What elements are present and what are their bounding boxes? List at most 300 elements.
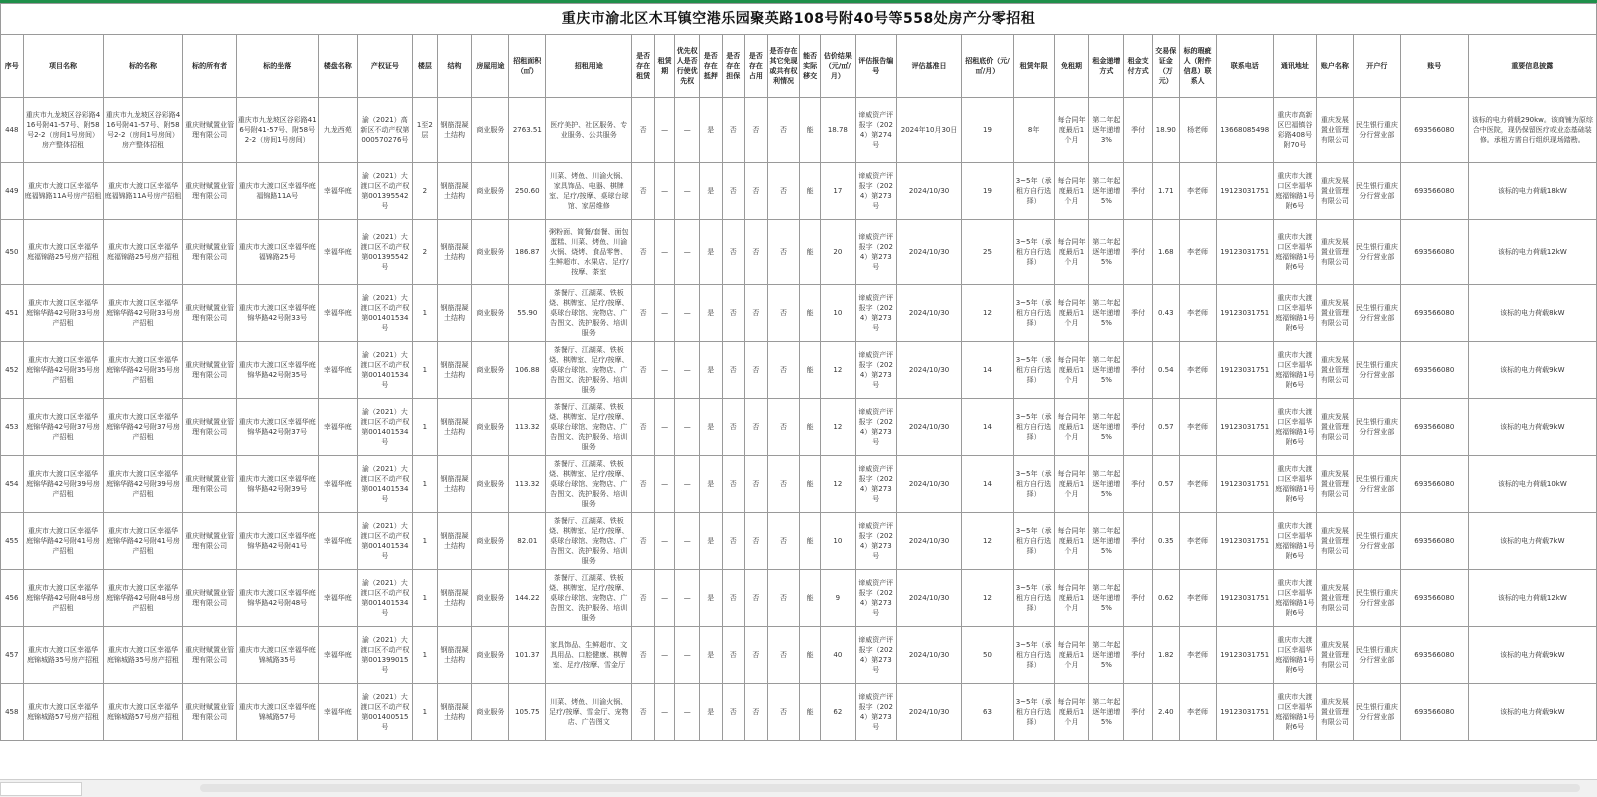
table-cell[interactable]: 第二年起逐年递增5% bbox=[1089, 570, 1124, 627]
table-cell[interactable]: 渝（2021）大渡口区不动产权第001401534号 bbox=[357, 570, 412, 627]
table-cell[interactable]: 重庆财赋置业管理有限公司 bbox=[183, 342, 236, 399]
table-cell[interactable]: 19123031751 bbox=[1216, 220, 1273, 285]
table-cell[interactable]: 重庆市大渡口区幸福华庭锦华路42号附35号房产招租 bbox=[23, 342, 103, 399]
table-cell[interactable]: 12 bbox=[820, 342, 855, 399]
table-cell[interactable]: 1.82 bbox=[1152, 627, 1179, 684]
table-cell[interactable]: 谛威资产评报字（2024）第273号 bbox=[855, 342, 896, 399]
table-cell[interactable]: 是 bbox=[699, 399, 722, 456]
table-cell[interactable]: 粥粉面、简餐/套餐、面包蛋糕、川菜、烤鱼、川渝火锅、烧烤、食品零售、生鲜超市、水果店、足疗/按摩、茶室 bbox=[546, 220, 632, 285]
table-cell[interactable]: 该标的电力荷载18kW bbox=[1468, 163, 1596, 220]
table-cell[interactable]: 谛威资产评报字（2024）第273号 bbox=[855, 513, 896, 570]
table-cell[interactable]: 商业服务 bbox=[472, 285, 509, 342]
table-cell[interactable]: 否 bbox=[767, 513, 800, 570]
table-cell[interactable]: 否 bbox=[722, 684, 745, 741]
table-cell[interactable]: 能 bbox=[800, 456, 821, 513]
table-cell[interactable]: 谛威资产评报字（2024）第273号 bbox=[855, 684, 896, 741]
table-cell[interactable]: — bbox=[654, 513, 675, 570]
table-cell[interactable]: 144.22 bbox=[509, 570, 546, 627]
table-cell[interactable]: 商业服务 bbox=[472, 342, 509, 399]
table-cell[interactable]: 2 bbox=[413, 220, 438, 285]
table-cell[interactable]: 106.88 bbox=[509, 342, 546, 399]
table-cell[interactable]: 每合同年度最后1个月 bbox=[1054, 456, 1089, 513]
table-cell[interactable]: 否 bbox=[767, 456, 800, 513]
column-header[interactable]: 楼层 bbox=[413, 35, 438, 98]
table-cell[interactable]: 能 bbox=[800, 627, 821, 684]
table-cell[interactable]: 否 bbox=[722, 220, 745, 285]
table-cell[interactable]: 否 bbox=[745, 220, 768, 285]
table-cell[interactable]: 19123031751 bbox=[1216, 342, 1273, 399]
table-cell[interactable]: 民生银行重庆分行营业部 bbox=[1353, 513, 1400, 570]
table-cell[interactable]: 该标的电力荷载10kW bbox=[1468, 456, 1596, 513]
table-cell[interactable]: 693566080 bbox=[1400, 456, 1468, 513]
table-cell[interactable]: 3~5年（承租方自行选择） bbox=[1013, 570, 1054, 627]
table-cell[interactable]: 否 bbox=[767, 399, 800, 456]
table-cell[interactable]: 重庆市九龙坡区谷彩路416号附41-57号、附58号2-2（房间1号房间） bbox=[236, 98, 318, 163]
table-cell[interactable]: 是 bbox=[699, 220, 722, 285]
table-cell[interactable]: 重庆市大渡口区幸福华庭福锦路1号附6号 bbox=[1273, 399, 1316, 456]
table-cell[interactable]: 重庆市大渡口区幸福华庭锦华路42号附35号 bbox=[236, 342, 318, 399]
table-cell[interactable]: — bbox=[675, 513, 700, 570]
table-cell[interactable]: 第二年起逐年递增5% bbox=[1089, 513, 1124, 570]
table-cell[interactable]: 2024/10/30 bbox=[896, 342, 962, 399]
table-cell[interactable]: — bbox=[675, 342, 700, 399]
table-cell[interactable]: 谛威资产评报字（2024）第273号 bbox=[855, 570, 896, 627]
table-cell[interactable]: 否 bbox=[632, 513, 655, 570]
table-cell[interactable]: 453 bbox=[1, 399, 24, 456]
table-cell[interactable]: 该标的电力荷载9kW bbox=[1468, 399, 1596, 456]
table-cell[interactable]: 谛威资产评报字（2024）第273号 bbox=[855, 456, 896, 513]
table-cell[interactable]: 451 bbox=[1, 285, 24, 342]
table-cell[interactable]: 是 bbox=[699, 456, 722, 513]
table-cell[interactable]: 李老师 bbox=[1179, 342, 1216, 399]
table-cell[interactable]: 重庆财赋置业管理有限公司 bbox=[183, 163, 236, 220]
table-cell[interactable]: 渝（2021）大渡口区不动产权第001401534号 bbox=[357, 399, 412, 456]
column-header[interactable]: 项目名称 bbox=[23, 35, 103, 98]
table-cell[interactable]: 重庆发展置业管理有限公司 bbox=[1316, 98, 1353, 163]
table-cell[interactable]: 重庆市大渡口区幸福华庭锦华路42号附41号 bbox=[236, 513, 318, 570]
table-cell[interactable]: 重庆发展置业管理有限公司 bbox=[1316, 627, 1353, 684]
table-cell[interactable]: 第二年起逐年递增5% bbox=[1089, 342, 1124, 399]
table-cell[interactable]: 幸福华庭 bbox=[318, 163, 357, 220]
table-cell[interactable]: 18.78 bbox=[820, 98, 855, 163]
table-cell[interactable]: 重庆市大渡口区幸福华庭锦城路57号 bbox=[236, 684, 318, 741]
table-cell[interactable]: 钢筋混凝土结构 bbox=[437, 513, 472, 570]
table-cell[interactable]: 能 bbox=[800, 220, 821, 285]
table-cell[interactable]: 3~5年（承租方自行选择） bbox=[1013, 163, 1054, 220]
table-cell[interactable]: 幸福华庭 bbox=[318, 513, 357, 570]
table-cell[interactable]: 40 bbox=[820, 627, 855, 684]
column-header[interactable]: 招租底价（元/㎡/月） bbox=[962, 35, 1013, 98]
table-cell[interactable]: 否 bbox=[722, 627, 745, 684]
table-cell[interactable]: 1.71 bbox=[1152, 163, 1179, 220]
table-cell[interactable]: 重庆市大渡口区幸福华庭锦华路42号附37号房产招租 bbox=[23, 399, 103, 456]
table-cell[interactable]: 2024/10/30 bbox=[896, 163, 962, 220]
table-cell[interactable]: 李老师 bbox=[1179, 627, 1216, 684]
table-cell[interactable]: 186.87 bbox=[509, 220, 546, 285]
table-cell[interactable]: 1.68 bbox=[1152, 220, 1179, 285]
table-cell[interactable]: 否 bbox=[745, 342, 768, 399]
table-cell[interactable]: 否 bbox=[745, 399, 768, 456]
table-cell[interactable]: 重庆市九龙坡区谷彩路416号附41-57号、附58号2-2（房间1号房间）房产整体招租 bbox=[103, 98, 183, 163]
column-header[interactable]: 房屋用途 bbox=[472, 35, 509, 98]
column-header[interactable]: 交易保证金（万元） bbox=[1152, 35, 1179, 98]
table-cell[interactable]: 李老师 bbox=[1179, 285, 1216, 342]
table-cell[interactable]: 693566080 bbox=[1400, 399, 1468, 456]
table-cell[interactable]: — bbox=[654, 627, 675, 684]
table-cell[interactable]: 每合同年度最后1个月 bbox=[1054, 684, 1089, 741]
table-cell[interactable]: 否 bbox=[632, 98, 655, 163]
table-cell[interactable]: 渝（2021）大渡口区不动产权第001401534号 bbox=[357, 456, 412, 513]
table-cell[interactable]: 重庆财赋置业管理有限公司 bbox=[183, 285, 236, 342]
table-cell[interactable]: 重庆市大渡口区幸福华庭福锦路1号附6号 bbox=[1273, 570, 1316, 627]
table-cell[interactable]: 否 bbox=[632, 285, 655, 342]
column-header[interactable]: 联系电话 bbox=[1216, 35, 1273, 98]
table-cell[interactable]: 否 bbox=[745, 627, 768, 684]
table-cell[interactable]: 否 bbox=[745, 684, 768, 741]
table-cell[interactable]: 商业服务 bbox=[472, 163, 509, 220]
column-header[interactable]: 租金支付方式 bbox=[1124, 35, 1153, 98]
column-header[interactable]: 标的坐落 bbox=[236, 35, 318, 98]
column-header[interactable]: 楼盘名称 bbox=[318, 35, 357, 98]
table-cell[interactable]: 是 bbox=[699, 627, 722, 684]
table-cell[interactable]: 重庆财赋置业管理有限公司 bbox=[183, 684, 236, 741]
table-cell[interactable]: 能 bbox=[800, 98, 821, 163]
table-cell[interactable]: 19 bbox=[962, 163, 1013, 220]
table-cell[interactable]: 钢筋混凝土结构 bbox=[437, 456, 472, 513]
table-cell[interactable]: 重庆市九龙坡区谷彩路416号附41-57号、附58号2-2（房间1号房间）房产整体招租 bbox=[23, 98, 103, 163]
table-cell[interactable]: — bbox=[675, 627, 700, 684]
table-cell[interactable]: 是 bbox=[699, 684, 722, 741]
column-header[interactable]: 产权证号 bbox=[357, 35, 412, 98]
column-header[interactable]: 招租面积（㎡） bbox=[509, 35, 546, 98]
table-cell[interactable]: 幸福华庭 bbox=[318, 399, 357, 456]
table-cell[interactable]: 重庆市大渡口区幸福华庭锦城路57号房产招租 bbox=[23, 684, 103, 741]
table-cell[interactable]: 季付 bbox=[1124, 220, 1153, 285]
table-cell[interactable]: 茶餐厅、江湖菜、铁板烧、棋牌室、足疗/按摩、桌球台球馆、宠物店、广告图文、洗护服务、培训服务 bbox=[546, 399, 632, 456]
table-cell[interactable]: 否 bbox=[632, 570, 655, 627]
column-header[interactable]: 评估报告编号 bbox=[855, 35, 896, 98]
column-header[interactable]: 账号 bbox=[1400, 35, 1468, 98]
table-cell[interactable]: 第二年起逐年递增5% bbox=[1089, 627, 1124, 684]
table-cell[interactable]: 李老师 bbox=[1179, 684, 1216, 741]
table-cell[interactable]: 10 bbox=[820, 513, 855, 570]
table-cell[interactable]: 113.32 bbox=[509, 456, 546, 513]
table-cell[interactable]: 每合同年度最后1个月 bbox=[1054, 342, 1089, 399]
table-cell[interactable]: 19 bbox=[962, 98, 1013, 163]
table-cell[interactable]: 1 bbox=[413, 456, 438, 513]
table-cell[interactable]: 1 bbox=[413, 342, 438, 399]
table-cell[interactable]: 民生银行重庆分行营业部 bbox=[1353, 456, 1400, 513]
table-cell[interactable]: 否 bbox=[632, 399, 655, 456]
table-cell[interactable]: 否 bbox=[767, 570, 800, 627]
table-cell[interactable]: 茶餐厅、江湖菜、铁板烧、棋牌室、足疗/按摩、桌球台球馆、宠物店、广告图文、洗护服务、培训服务 bbox=[546, 570, 632, 627]
table-cell[interactable]: 渝（2021）大渡口区不动产权第001395542号 bbox=[357, 163, 412, 220]
table-cell[interactable]: 杨老师 bbox=[1179, 98, 1216, 163]
table-cell[interactable]: 谛威资产评报字（2024）第273号 bbox=[855, 163, 896, 220]
table-cell[interactable]: — bbox=[675, 220, 700, 285]
table-cell[interactable]: 重庆发展置业管理有限公司 bbox=[1316, 163, 1353, 220]
table-cell[interactable]: 钢筋混凝土结构 bbox=[437, 684, 472, 741]
table-cell[interactable]: 否 bbox=[722, 399, 745, 456]
table-cell[interactable]: 693566080 bbox=[1400, 342, 1468, 399]
table-cell[interactable]: 谛威资产评报字（2024）第273号 bbox=[855, 399, 896, 456]
table-cell[interactable]: 693566080 bbox=[1400, 513, 1468, 570]
table-cell[interactable]: 否 bbox=[722, 456, 745, 513]
table-cell[interactable]: 渝（2021）大渡口区不动产权第001395542号 bbox=[357, 220, 412, 285]
table-cell[interactable]: 李老师 bbox=[1179, 456, 1216, 513]
table-cell[interactable]: 渝（2021）大渡口区不动产权第001401534号 bbox=[357, 342, 412, 399]
table-cell[interactable]: 季付 bbox=[1124, 285, 1153, 342]
table-cell[interactable]: 民生银行重庆分行营业部 bbox=[1353, 342, 1400, 399]
table-cell[interactable]: 3~5年（承租方自行选择） bbox=[1013, 684, 1054, 741]
table-cell[interactable]: 重庆市大渡口区幸福华庭锦华路42号附37号 bbox=[236, 399, 318, 456]
table-cell[interactable]: 重庆市大渡口区幸福华庭福锦路1号附6号 bbox=[1273, 285, 1316, 342]
table-cell[interactable]: 否 bbox=[745, 163, 768, 220]
table-cell[interactable]: 茶餐厅、江湖菜、铁板烧、棋牌室、足疗/按摩、桌球台球馆、宠物店、广告图文、洗护服务、培训服务 bbox=[546, 285, 632, 342]
table-cell[interactable]: 该标的电力荷载12kW bbox=[1468, 220, 1596, 285]
table-cell[interactable]: 重庆财赋置业管理有限公司 bbox=[183, 399, 236, 456]
table-cell[interactable]: 重庆市大渡口区幸福华庭锦华路42号附39号房产招租 bbox=[23, 456, 103, 513]
table-cell[interactable]: 1 bbox=[413, 513, 438, 570]
table-cell[interactable]: 是 bbox=[699, 513, 722, 570]
table-cell[interactable]: 8年 bbox=[1013, 98, 1054, 163]
table-cell[interactable]: 能 bbox=[800, 684, 821, 741]
table-cell[interactable]: 商业服务 bbox=[472, 513, 509, 570]
column-header[interactable]: 是否存在担保 bbox=[722, 35, 745, 98]
table-cell[interactable]: 否 bbox=[632, 456, 655, 513]
table-cell[interactable]: 渝（2021）高新区不动产权第000570276号 bbox=[357, 98, 412, 163]
table-cell[interactable]: 否 bbox=[722, 513, 745, 570]
table-cell[interactable]: — bbox=[654, 570, 675, 627]
column-header[interactable]: 序号 bbox=[1, 35, 24, 98]
table-cell[interactable]: 重庆发展置业管理有限公司 bbox=[1316, 399, 1353, 456]
table-cell[interactable]: 幸福华庭 bbox=[318, 684, 357, 741]
table-cell[interactable]: 14 bbox=[962, 342, 1013, 399]
table-cell[interactable]: 每合同年度最后1个月 bbox=[1054, 98, 1089, 163]
table-cell[interactable]: 19123031751 bbox=[1216, 570, 1273, 627]
table-cell[interactable]: 重庆市大渡口区幸福华庭锦城路35号房产招租 bbox=[23, 627, 103, 684]
table-cell[interactable]: 12 bbox=[962, 285, 1013, 342]
table-cell[interactable]: 重庆市大渡口区幸福华庭锦华路42号附48号房产招租 bbox=[103, 570, 183, 627]
table-cell[interactable]: 重庆市大渡口区幸福华庭福锦路1号附6号 bbox=[1273, 456, 1316, 513]
table-cell[interactable]: 钢筋混凝土结构 bbox=[437, 342, 472, 399]
table-cell[interactable]: 2.40 bbox=[1152, 684, 1179, 741]
table-cell[interactable]: 2024/10/30 bbox=[896, 570, 962, 627]
table-cell[interactable]: 重庆市大渡口区幸福华庭锦华路42号附35号房产招租 bbox=[103, 342, 183, 399]
table-cell[interactable]: 重庆市大渡口区幸福华庭锦华路42号附41号房产招租 bbox=[23, 513, 103, 570]
table-cell[interactable]: 693566080 bbox=[1400, 285, 1468, 342]
table-cell[interactable]: 谛威资产评报字（2024）第273号 bbox=[855, 220, 896, 285]
table-cell[interactable]: 茶餐厅、江湖菜、铁板烧、棋牌室、足疗/按摩、桌球台球馆、宠物店、广告图文、洗护服务、培训服务 bbox=[546, 456, 632, 513]
table-cell[interactable]: 川菜、烤鱼、川渝火锅、家具饰品、电器、棋牌室、足疗/按摩、桌球台球馆、家居维修 bbox=[546, 163, 632, 220]
table-cell[interactable]: 第二年起逐年递增5% bbox=[1089, 456, 1124, 513]
column-header[interactable]: 评估基准日 bbox=[896, 35, 962, 98]
table-cell[interactable]: 重庆市大渡口区幸福华庭锦华路42号附33号房产招租 bbox=[103, 285, 183, 342]
table-cell[interactable]: — bbox=[675, 570, 700, 627]
table-cell[interactable]: 商业服务 bbox=[472, 684, 509, 741]
table-cell[interactable]: 否 bbox=[767, 163, 800, 220]
table-cell[interactable]: 1 bbox=[413, 684, 438, 741]
column-header[interactable]: 优先权人是否行使优先权 bbox=[675, 35, 700, 98]
table-cell[interactable]: 20 bbox=[820, 220, 855, 285]
table-cell[interactable]: 50 bbox=[962, 627, 1013, 684]
table-cell[interactable]: 456 bbox=[1, 570, 24, 627]
table-cell[interactable]: 3~5年（承租方自行选择） bbox=[1013, 399, 1054, 456]
table-cell[interactable]: 医疗美护、社区服务、专业服务、公共服务 bbox=[546, 98, 632, 163]
table-cell[interactable]: 渝（2021）大渡口区不动产权第001400515号 bbox=[357, 684, 412, 741]
table-cell[interactable]: 渝（2021）大渡口区不动产权第001399015号 bbox=[357, 627, 412, 684]
table-cell[interactable]: 重庆发展置业管理有限公司 bbox=[1316, 285, 1353, 342]
column-header[interactable]: 是否存在租赁 bbox=[632, 35, 655, 98]
table-cell[interactable]: — bbox=[675, 456, 700, 513]
column-header[interactable]: 是否存在抵押 bbox=[699, 35, 722, 98]
table-cell[interactable]: 商业服务 bbox=[472, 98, 509, 163]
table-cell[interactable]: 是 bbox=[699, 98, 722, 163]
table-cell[interactable]: 重庆市大渡口区幸福华庭福锦路11A号房产招租 bbox=[103, 163, 183, 220]
table-cell[interactable]: 否 bbox=[722, 285, 745, 342]
table-cell[interactable]: 1 bbox=[413, 627, 438, 684]
table-cell[interactable]: 重庆市大渡口区幸福华庭锦华路42号附39号 bbox=[236, 456, 318, 513]
table-cell[interactable]: 否 bbox=[722, 98, 745, 163]
table-cell[interactable]: 钢筋混凝土结构 bbox=[437, 285, 472, 342]
table-cell[interactable]: 第二年起逐年递增3% bbox=[1089, 98, 1124, 163]
table-cell[interactable]: 重庆财赋置业管理有限公司 bbox=[183, 627, 236, 684]
table-cell[interactable]: 0.54 bbox=[1152, 342, 1179, 399]
table-cell[interactable]: 季付 bbox=[1124, 98, 1153, 163]
table-cell[interactable]: 重庆市大渡口区幸福华庭锦华路42号附48号房产招租 bbox=[23, 570, 103, 627]
column-header[interactable]: 重要信息披露 bbox=[1468, 35, 1596, 98]
table-cell[interactable]: 每合同年度最后1个月 bbox=[1054, 627, 1089, 684]
table-cell[interactable]: 重庆发展置业管理有限公司 bbox=[1316, 513, 1353, 570]
table-cell[interactable]: — bbox=[675, 285, 700, 342]
column-header[interactable]: 租赁期 bbox=[654, 35, 675, 98]
table-cell[interactable]: — bbox=[675, 684, 700, 741]
table-cell[interactable]: 0.43 bbox=[1152, 285, 1179, 342]
table-cell[interactable]: — bbox=[654, 220, 675, 285]
table-cell[interactable]: 否 bbox=[767, 98, 800, 163]
table-cell[interactable]: 否 bbox=[745, 98, 768, 163]
table-cell[interactable]: 2024年10月30日 bbox=[896, 98, 962, 163]
table-cell[interactable]: 101.37 bbox=[509, 627, 546, 684]
table-cell[interactable]: 2024/10/30 bbox=[896, 627, 962, 684]
table-cell[interactable]: 民生银行重庆分行营业部 bbox=[1353, 627, 1400, 684]
table-cell[interactable]: 0.57 bbox=[1152, 399, 1179, 456]
table-cell[interactable]: 457 bbox=[1, 627, 24, 684]
table-cell[interactable]: 季付 bbox=[1124, 342, 1153, 399]
table-cell[interactable]: 重庆市大渡口区幸福华庭锦华路42号附37号房产招租 bbox=[103, 399, 183, 456]
table-cell[interactable]: — bbox=[654, 684, 675, 741]
table-cell[interactable]: 19123031751 bbox=[1216, 627, 1273, 684]
table-cell[interactable]: 0.35 bbox=[1152, 513, 1179, 570]
table-cell[interactable]: 25 bbox=[962, 220, 1013, 285]
table-cell[interactable]: 12 bbox=[962, 570, 1013, 627]
table-cell[interactable]: 第二年起逐年递增5% bbox=[1089, 684, 1124, 741]
table-cell[interactable]: 钢筋混凝土结构 bbox=[437, 163, 472, 220]
table-cell[interactable]: 重庆市大渡口区幸福华庭锦城路35号 bbox=[236, 627, 318, 684]
column-header[interactable]: 租金递增方式 bbox=[1089, 35, 1124, 98]
table-cell[interactable]: 2024/10/30 bbox=[896, 285, 962, 342]
table-cell[interactable]: 季付 bbox=[1124, 399, 1153, 456]
table-cell[interactable]: 能 bbox=[800, 570, 821, 627]
table-cell[interactable]: 重庆市大渡口区幸福华庭福锦路25号 bbox=[236, 220, 318, 285]
table-cell[interactable]: 10 bbox=[820, 285, 855, 342]
table-cell[interactable]: 季付 bbox=[1124, 513, 1153, 570]
table-cell[interactable]: — bbox=[654, 98, 675, 163]
table-cell[interactable]: 重庆市大渡口区幸福华庭锦华路42号附39号房产招租 bbox=[103, 456, 183, 513]
table-cell[interactable]: 能 bbox=[800, 342, 821, 399]
table-cell[interactable]: 2024/10/30 bbox=[896, 684, 962, 741]
table-cell[interactable]: — bbox=[675, 98, 700, 163]
table-cell[interactable]: 重庆财赋置业管理有限公司 bbox=[183, 220, 236, 285]
table-cell[interactable]: 重庆市大渡口区幸福华庭福锦路1号附6号 bbox=[1273, 342, 1316, 399]
table-cell[interactable]: 3~5年（承租方自行选择） bbox=[1013, 285, 1054, 342]
table-cell[interactable]: 商业服务 bbox=[472, 627, 509, 684]
table-cell[interactable]: 1 bbox=[413, 285, 438, 342]
table-cell[interactable]: 茶餐厅、江湖菜、铁板烧、棋牌室、足疗/按摩、桌球台球馆、宠物店、广告图文、洗护服务、培训服务 bbox=[546, 513, 632, 570]
table-cell[interactable]: 否 bbox=[745, 570, 768, 627]
table-cell[interactable]: 重庆财赋置业管理有限公司 bbox=[183, 570, 236, 627]
table-cell[interactable]: 重庆市大渡口区幸福华庭福锦路1号附6号 bbox=[1273, 220, 1316, 285]
table-cell[interactable]: 0.57 bbox=[1152, 456, 1179, 513]
table-cell[interactable]: 448 bbox=[1, 98, 24, 163]
table-cell[interactable]: 否 bbox=[745, 456, 768, 513]
table-cell[interactable]: 该标的电力荷载12kW bbox=[1468, 570, 1596, 627]
table-cell[interactable]: 第二年起逐年递增5% bbox=[1089, 399, 1124, 456]
table-cell[interactable]: 九龙西苑 bbox=[318, 98, 357, 163]
table-cell[interactable]: 该标的电力荷载9kW bbox=[1468, 684, 1596, 741]
table-cell[interactable]: 693566080 bbox=[1400, 570, 1468, 627]
table-cell[interactable]: 重庆市高新区巴福镇谷彩路408号附70号 bbox=[1273, 98, 1316, 163]
table-cell[interactable]: 2024/10/30 bbox=[896, 399, 962, 456]
table-cell[interactable]: 第二年起逐年递增5% bbox=[1089, 163, 1124, 220]
table-cell[interactable]: 454 bbox=[1, 456, 24, 513]
table-cell[interactable]: 重庆市大渡口区幸福华庭福锦路25号房产招租 bbox=[23, 220, 103, 285]
table-cell[interactable]: 川菜、烤鱼、川渝火锅、足疗/按摩、雪金厅、宠物店、广告图文 bbox=[546, 684, 632, 741]
table-cell[interactable]: 民生银行重庆分行营业部 bbox=[1353, 98, 1400, 163]
table-cell[interactable]: 3~5年（承租方自行选择） bbox=[1013, 342, 1054, 399]
table-cell[interactable]: 渝（2021）大渡口区不动产权第001401534号 bbox=[357, 285, 412, 342]
table-cell[interactable]: 第二年起逐年递增5% bbox=[1089, 285, 1124, 342]
table-cell[interactable]: 否 bbox=[767, 285, 800, 342]
column-header[interactable]: 标的所有者 bbox=[183, 35, 236, 98]
table-cell[interactable]: 季付 bbox=[1124, 627, 1153, 684]
table-cell[interactable]: 李老师 bbox=[1179, 163, 1216, 220]
table-cell[interactable]: 3~5年（承租方自行选择） bbox=[1013, 456, 1054, 513]
table-cell[interactable]: 幸福华庭 bbox=[318, 627, 357, 684]
table-cell[interactable]: 105.75 bbox=[509, 684, 546, 741]
table-cell[interactable]: 每合同年度最后1个月 bbox=[1054, 570, 1089, 627]
table-cell[interactable]: 2 bbox=[413, 163, 438, 220]
table-cell[interactable]: 693566080 bbox=[1400, 163, 1468, 220]
table-cell[interactable]: 钢筋混凝土结构 bbox=[437, 570, 472, 627]
table-cell[interactable]: 季付 bbox=[1124, 684, 1153, 741]
table-cell[interactable]: 否 bbox=[745, 513, 768, 570]
table-cell[interactable]: 否 bbox=[722, 163, 745, 220]
table-cell[interactable]: 能 bbox=[800, 163, 821, 220]
table-cell[interactable]: 重庆财赋置业管理有限公司 bbox=[183, 98, 236, 163]
sheet-title[interactable]: 重庆市渝北区木耳镇空港乐园聚英路108号附40号等558处房产分零招租 bbox=[1, 4, 1597, 35]
column-header[interactable]: 能否实际移交 bbox=[800, 35, 821, 98]
table-cell[interactable]: 重庆市大渡口区幸福华庭福锦路1号附6号 bbox=[1273, 513, 1316, 570]
table-cell[interactable]: 李老师 bbox=[1179, 513, 1216, 570]
table-cell[interactable]: — bbox=[675, 399, 700, 456]
table-cell[interactable]: 李老师 bbox=[1179, 570, 1216, 627]
table-cell[interactable]: 82.01 bbox=[509, 513, 546, 570]
table-cell[interactable]: 是 bbox=[699, 342, 722, 399]
table-cell[interactable]: 19123031751 bbox=[1216, 285, 1273, 342]
table-cell[interactable]: 17 bbox=[820, 163, 855, 220]
table-cell[interactable]: 18.90 bbox=[1152, 98, 1179, 163]
